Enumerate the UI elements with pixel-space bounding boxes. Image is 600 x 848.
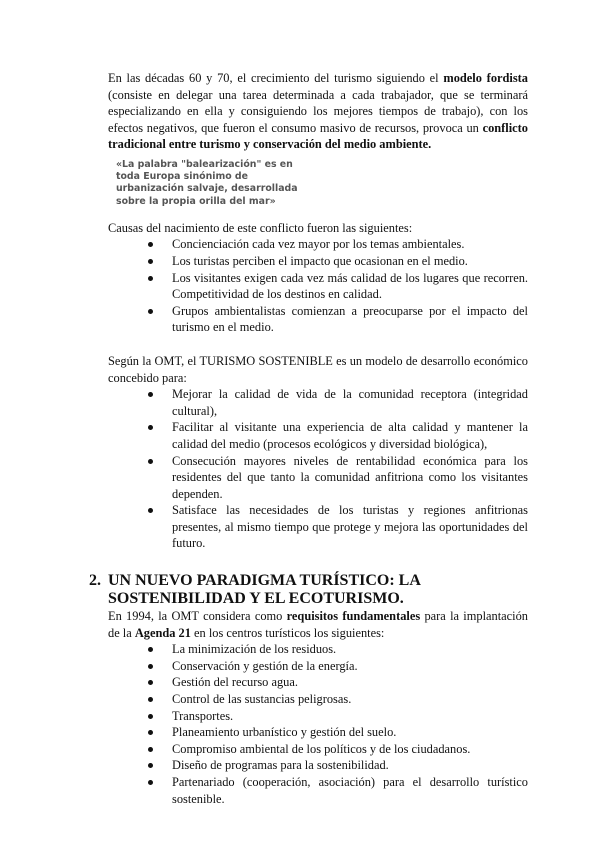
bold-text: conflicto tradicional entre turismo y conservación del medio ambiente. [108,120,528,152]
list-item: Satisface las necesidades de los turistas y regiones anfitrionas presentes, al mismo tiempo que protege y mejora las oportunidades del futuro. [172,503,528,551]
quote-image: «La palabra "balearización" es en toda Europa sinónimo de urbanización salvaje, desarrollada sobre la propia orilla del mar» [116,158,298,207]
list-item: Control de las sustancias peligrosas. [172,691,528,708]
list-item: Planeamiento urbanístico y gestión del suelo. [172,724,528,741]
section-paragraph [108,608,528,641]
list-item: Consecución mayores niveles de rentabilidad económica para los residentes del que tanto la comunidad anfitriona como los visitantes dependen. [172,453,528,501]
requirements-list [108,641,528,807]
section-title: UN NUEVO PARADIGMA TURÍSTICO: LA SOSTENIBILIDAD Y EL ECOTURISMO. [108,572,421,608]
text-segment: para la implantación de la [108,609,528,640]
text-segment: (consiste en delegar una tarea determinada a cada trabajador, que se terminará especializando en ella y consiguiendo los mejores tiempos de trabajo), con los efectos negativos, que fueron el consumo masivo de recursos, provoca un [108,87,528,135]
document-page [89,70,528,807]
text-segment: En las décadas 60 y 70, el crecimiento del turismo siguiendo el [108,71,444,85]
section-heading [89,572,528,608]
list-item: Mejorar la calidad de vida de la comunidad receptora (integridad cultural), [172,387,528,418]
list-item: Conservación y gestión de la energía. [172,658,528,675]
list-item: Los turistas perciben el impacto que ocasionan en el medio. [172,253,528,270]
bold-text: modelo fordista [443,71,528,85]
text-segment: En 1994, la OMT considera como [108,609,287,624]
bold-text: requisitos fundamentales [286,609,421,624]
causes-intro: Causas del nacimiento de este conflicto fueron las siguientes: [108,220,413,235]
list-item: Concienciación cada vez mayor por los temas ambientales. [172,236,528,253]
list-item: Los visitantes exigen cada vez más calidad de los lugares que recorren. Competitividad de los destinos en calidad. [172,270,528,302]
intro-paragraph [108,70,528,153]
list-item: Transportes. [172,708,528,725]
omt-intro: Según la OMT, el TURISMO SOSTENIBLE es un modelo de desarrollo económico concebido para: [108,353,528,385]
list-item: Grupos ambientalistas comienzan a preocuparse por el impacto del turismo en el medio. [172,303,528,335]
list-item: Gestión del recurso agua. [172,674,528,691]
omt-list [108,386,528,552]
list-item: Facilitar al visitante una experiencia de alta calidad y mantener la calidad del medio (procesos ecológicos y diversidad biológica), [172,420,528,451]
section-number: 2. [89,572,101,590]
list-item: Diseño de programas para la sostenibilidad. [172,757,528,774]
causes-list [108,236,528,336]
text-segment: en los centros turísticos los siguientes: [190,625,385,640]
list-item: Partenariado (cooperación, asociación) para el desarrollo turístico sostenible. [172,775,528,806]
bold-text: Agenda 21 [134,625,191,640]
list-item: La minimización de los residuos. [172,641,528,658]
list-item: Compromiso ambiental de los políticos y de los ciudadanos. [172,741,528,758]
